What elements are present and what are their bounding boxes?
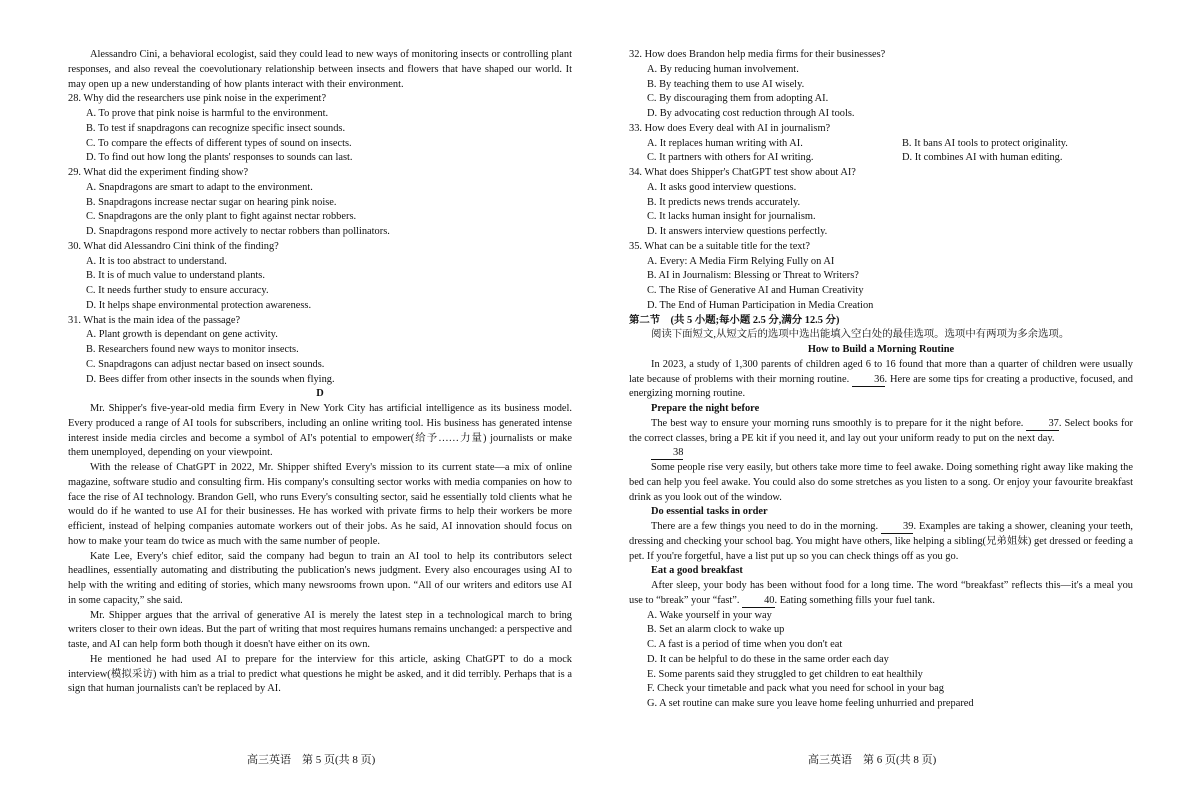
q32-option-c: C. By discouraging them from adopting AI. [647,93,829,105]
q33-option-b: B. It bans AI tools to protect originality. [902,137,1068,149]
q30-option-a: A. It is too abstract to understand. [86,255,227,267]
choice-f: F. Check your timetable and pack what you need for school in your bag [647,683,944,695]
q29-option-a: A. Snapdragons are smart to adapt to the environment. [86,181,313,193]
section-d-heading: D [316,388,324,400]
q33-option-a: A. It replaces human writing with AI. [647,137,803,149]
question-29-stem: 29. What did the experiment finding show? [68,167,249,178]
q34-option-c: C. It lacks human insight for journalism. [647,211,816,223]
question-32-stem: 32. How does Brandon help media firms for their businesses? [629,49,886,60]
page-footer-left: 高三英语 第 5 页(共 8 页) [247,754,376,766]
subheading-essential-tasks: Do essential tasks in order [651,506,768,518]
q34-option-a: A. It asks good interview questions. [647,181,797,193]
q33-option-c: C. It partners with others for AI writing. [647,152,814,164]
q35-option-c: C. The Rise of Generative AI and Human Creativity [647,285,864,296]
passage-title: How to Build a Morning Routine [807,344,955,355]
choice-a: A. Wake yourself in your way [647,609,772,621]
q31-option-c: C. Snapdragons can adjust nectar based on insect sounds. [86,358,325,370]
question-33-stem: 33. How does Every deal with AI in journalism? [629,122,831,134]
passage-paragraph-5 [629,579,1133,609]
q29-option-d: D. Snapdragons respond more actively to nectar robbers than pollinators. [86,226,390,237]
q31-option-d: D. Bees differ from other insects in the sounds when flying. [86,373,335,385]
passage-paragraph-3: Some people rise very easily, but others take more time to feel awake. Doing something right away like making the bed can help you feel awake. You could also do some stretches as you listen to a song. Or enjoy your favourite breakfast drink as you look out of the window. [629,462,1133,503]
passage-d-paragraph-5: He mentioned he had used AI to prepare for the interview for this article, asking ChatGPT to do a mock interview(模拟采访) with him as a trial to predict what questions he might be asked, and it did terribly. Perhaps that is a sign that human journalists can't be replaced by AI. [68,653,572,695]
q32-option-d: D. By advocating cost reduction through AI tools. [647,108,855,119]
choice-g: G. A set routine can make sure you leave home feeling unhurried and prepared [647,698,974,709]
passage-paragraph-1 [629,358,1133,402]
choice-b: B. Set an alarm clock to wake up [647,624,785,636]
blank-39: 39 [881,521,913,534]
left-column [68,48,572,697]
paragraph-text: There are a few things you need to do in the morning. [651,521,879,532]
paragraph-text: In 2023, a study of 1,300 parents of children aged 6 to 16 found that more than a quarter of children were usually late because of problems with their morning routine. [629,358,1133,385]
q28-option-a: A. To prove that pink noise is harmful to the environment. [86,108,329,119]
q30-option-b: B. It is of much value to understand plants. [86,270,265,282]
question-30-stem: 30. What did Alessandro Cini think of the finding? [68,240,279,252]
q33-options-row-2 [629,151,1133,166]
paragraph-text: The best way to ensure your morning runs smoothly is to prepare for it the night before. [651,417,1024,429]
q28-option-c: C. To compare the effects of different types of sound on insects. [86,137,352,149]
passage-d-paragraph-3: Kate Lee, Every's chief editor, said the company had begun to train an AI tool to help its contributors select headlines, essentially automating and distributing the publication's news judgment. Every also encourages using AI to help with the writing and editing of stories, which many newsrooms frown upon. “All of our writers and editors use AI in some capacity,” she said. [68,550,572,606]
q32-option-a: A. By reducing human involvement. [647,63,799,75]
q30-option-d: D. It helps shape environmental protection awareness. [86,299,312,311]
passage-paragraph: Alessandro Cini, a behavioral ecologist, said they could lead to new ways of monitoring insects or controlling plant responses, and also reveal the coevolutionary relationship between insects and flowers that have shaped our world. It may open up a new understanding of how plants interact with their environment. [68,49,572,90]
q32-option-b: B. By teaching them to use AI wisely. [647,78,805,90]
right-column [629,48,1133,712]
q29-option-c: C. Snapdragons are the only plant to fight against nectar robbers. [86,211,357,223]
q35-option-b: B. AI in Journalism: Blessing or Threat to Writers? [647,270,859,282]
q29-option-b: B. Snapdragons increase nectar sugar on hearing pink noise. [86,196,337,208]
paragraph-text: . Examples are taking a shower, cleaning your teeth, dressing and checking your school bag. You might have others, like helping a sibling(兄弟姐妹) get dressed or feeding a pet. If you're forgetful, have a list put up so you can check things off as you go. [629,521,1134,562]
question-35-stem: 35. What can be a suitable title for the text? [629,240,810,252]
q31-option-b: B. Researchers found new ways to monitor insects. [86,344,299,355]
q28-option-d: D. To find out how long the plants' responses to sounds can last. [86,152,353,164]
subheading-breakfast: Eat a good breakfast [651,565,743,577]
q33-options-row-1 [629,137,1133,152]
q33-option-d: D. It combines AI with human editing. [902,152,1063,164]
section-2-heading: 第二节 (共 5 小题;每小题 2.5 分,满分 12.5 分) [629,314,840,326]
question-34-stem: 34. What does Shipper's ChatGPT test show about AI? [629,167,856,178]
subheading-prepare: Prepare the night before [651,403,760,414]
blank-38: 38 [651,447,683,460]
page-footer-right: 高三英语 第 6 页(共 8 页) [808,754,937,766]
choice-e: E. Some parents said they struggled to get children to eat healthily [647,668,923,680]
blank-36: 36 [852,374,884,387]
choice-c: C. A fast is a period of time when you don't eat [647,639,843,650]
q28-option-b: B. To test if snapdragons can recognize specific insect sounds. [86,122,346,134]
passage-d-paragraph-1: Mr. Shipper's five-year-old media firm Every in New York City has artificial intelligence as its business model. Every produced a range of AI tools for subscribers, including an online writing tool. His business has generated intense interest inside media circles and become a symbol of AI's potential to empower(给予……力量) journalists or make them unemployed, depending on your viewpoint. [68,403,572,459]
blank-38-line [629,446,1133,461]
q35-option-a: A. Every: A Media Firm Relying Fully on AI [647,255,835,267]
question-31-stem: 31. What is the main idea of the passage? [68,314,241,326]
q31-option-a: A. Plant growth is dependant on gene activity. [86,329,278,341]
paragraph-text: After sleep, your body has been without food for a long time. The word “breakfast” reflects this—it's a meal you use to “break” your “fast”. [629,580,1133,606]
section-2-instructions: 阅读下面短文,从短文后的选项中选出能填入空白处的最佳选项。选项中有两项为多余选项。 [651,329,1070,341]
q35-option-d: D. The End of Human Participation in Media Creation [647,299,874,311]
blank-40: 40 [742,595,774,608]
passage-paragraph-2 [629,417,1133,447]
question-28-stem: 28. Why did the researchers use pink noise in the experiment? [68,93,327,105]
paragraph-text: . Eating something fills your fuel tank. [774,594,935,606]
passage-d-paragraph-2: With the release of ChatGPT in 2022, Mr. Shipper shifted Every's mission to its current state—a mix of online magazine, software studio and consulting firm. His company's consulting sector works with media companies on how to face the rise of AI technology. Brandon Gell, who runs Every's consulting sector, said he essentially told clients what he would do if he wanted to use AI for their businesses. He has worked with private firms to help their workers be more efficient, instead of helping companies automate workers out of their jobs. As he said, AI innovation should focus on how to make your team do twice as much with the same number of people. [68,462,572,547]
choice-d: D. It can be helpful to do these in the same order each day [647,653,889,665]
paragraph-text: . Select books for the correct classes, bring a PE kit if you need it, and lay out your uniform ready to put on the next day. [629,417,1133,444]
q34-option-b: B. It predicts news trends accurately. [647,196,801,208]
paragraph-text: . Here are some tips for creating a productive, focused, and energizing morning routine. [629,373,1133,400]
blank-37: 37 [1026,418,1058,431]
passage-paragraph-4 [629,520,1133,564]
q34-option-d: D. It answers interview questions perfectly. [647,226,828,237]
q30-option-c: C. It needs further study to ensure accuracy. [86,285,269,296]
passage-d-paragraph-4: Mr. Shipper argues that the arrival of generative AI is merely the latest step in a technological march to bring writers closer to their own ideas. But the part of writing that most requires humans remains unchanged: a perspective and taste, and AI can help form both though it doesn't have either on its own. [68,609,572,650]
